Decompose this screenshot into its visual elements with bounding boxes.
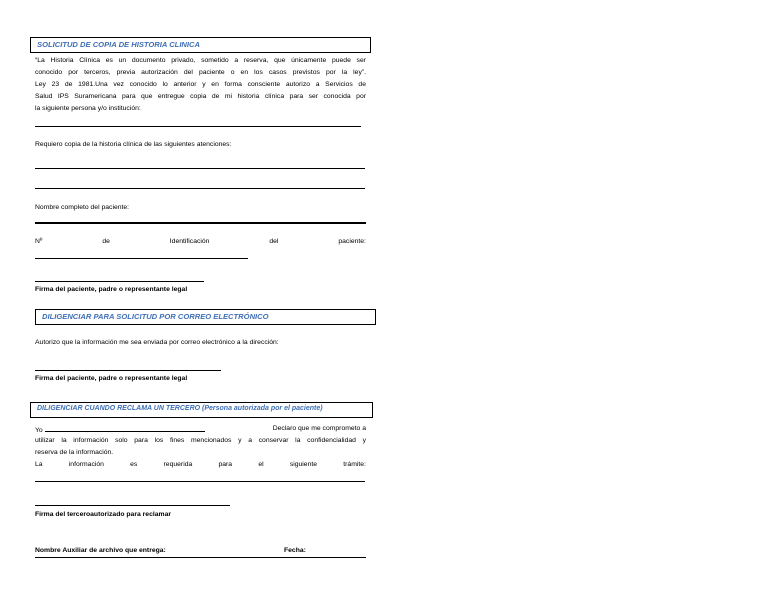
- tramite-field-line[interactable]: [35, 481, 365, 482]
- id-word: de: [102, 238, 110, 245]
- declaration-line: reserva de la información.: [35, 449, 114, 456]
- signature-line[interactable]: [35, 281, 204, 282]
- tramite-row: [35, 459, 366, 470]
- intro-line: “La Historia Clínica es un documento privado, sometido a reserva, que únicamente puede ser: [35, 57, 366, 64]
- section-title-box: [30, 402, 373, 418]
- section-title-box: [35, 309, 376, 325]
- tramite-word: La: [35, 461, 43, 468]
- intro-line: conocido por terceros, previa autorización del paciente o en los casos previstos por la ley”.: [35, 69, 366, 76]
- patient-name-field-line[interactable]: [35, 222, 366, 224]
- intro-line: Salud IPS Suramericana para que entregue copia de mi historia clínica para ser conocida por: [35, 93, 366, 100]
- archive-assistant-label: Nombre Auxiliar de archivo que entrega:: [35, 547, 166, 554]
- id-label-row: [35, 236, 366, 247]
- signature-label: Firma del paciente, padre o representante legal: [35, 286, 188, 293]
- requiero-label: Requiero copia de la historia clínica de las siguientes atenciones:: [35, 141, 232, 148]
- declaro-text: Declaro que me comprometo a: [272, 425, 366, 432]
- patient-name-label: Nombre completo del paciente:: [35, 204, 130, 211]
- signature-label: Firma del terceroautorizado para reclamar: [35, 511, 171, 518]
- archive-assistant-field-line[interactable]: [35, 557, 366, 558]
- id-word: paciente:: [338, 238, 366, 245]
- intro-line: Ley 23 de 1981.Una vez conocido lo anterior y en forma consciente autorizo a Servicios de: [35, 81, 366, 88]
- tramite-word: siguiente: [289, 461, 318, 468]
- intro-line: la siguiente persona y/o institución:: [35, 105, 141, 112]
- signature-label: Firma del paciente, padre o representante legal: [35, 375, 188, 382]
- declaration-line: utilizar la información solo para los fines mencionados y a conservar la confidencialidad y: [35, 437, 366, 444]
- section-title-box: [30, 37, 371, 53]
- id-field-line[interactable]: [35, 258, 248, 259]
- institution-field-line[interactable]: [35, 126, 361, 127]
- attention-field-line[interactable]: [35, 168, 365, 169]
- attention-field-line[interactable]: [35, 188, 365, 189]
- email-authorization-label: Autorizo que la información me sea enviada por correo electrónico a la dirección:: [35, 339, 279, 346]
- id-word: del: [269, 238, 279, 245]
- signature-line[interactable]: [35, 505, 230, 506]
- section-title: SOLICITUD DE COPIA DE HISTORIA CLINICA: [37, 40, 200, 49]
- yo-label: Yo: [35, 423, 205, 436]
- tramite-word: es: [130, 461, 138, 468]
- tramite-word: trámite:: [343, 461, 366, 468]
- section-title: DILIGENCIAR CUANDO RECLAMA UN TERCERO (Persona autorizada por el paciente): [37, 405, 323, 412]
- id-word: Nº: [35, 238, 43, 245]
- id-word: Identificación: [169, 238, 210, 245]
- tramite-word: información: [68, 461, 104, 468]
- date-label: Fecha:: [284, 547, 306, 554]
- tramite-word: para: [218, 461, 233, 468]
- section-title: DILIGENCIAR PARA SOLICITUD POR CORREO ELECTRÓNICO: [42, 312, 269, 321]
- signature-line[interactable]: [35, 370, 221, 371]
- tramite-word: el: [258, 461, 264, 468]
- third-party-name-field[interactable]: [45, 423, 205, 432]
- tramite-word: requerida: [163, 461, 193, 468]
